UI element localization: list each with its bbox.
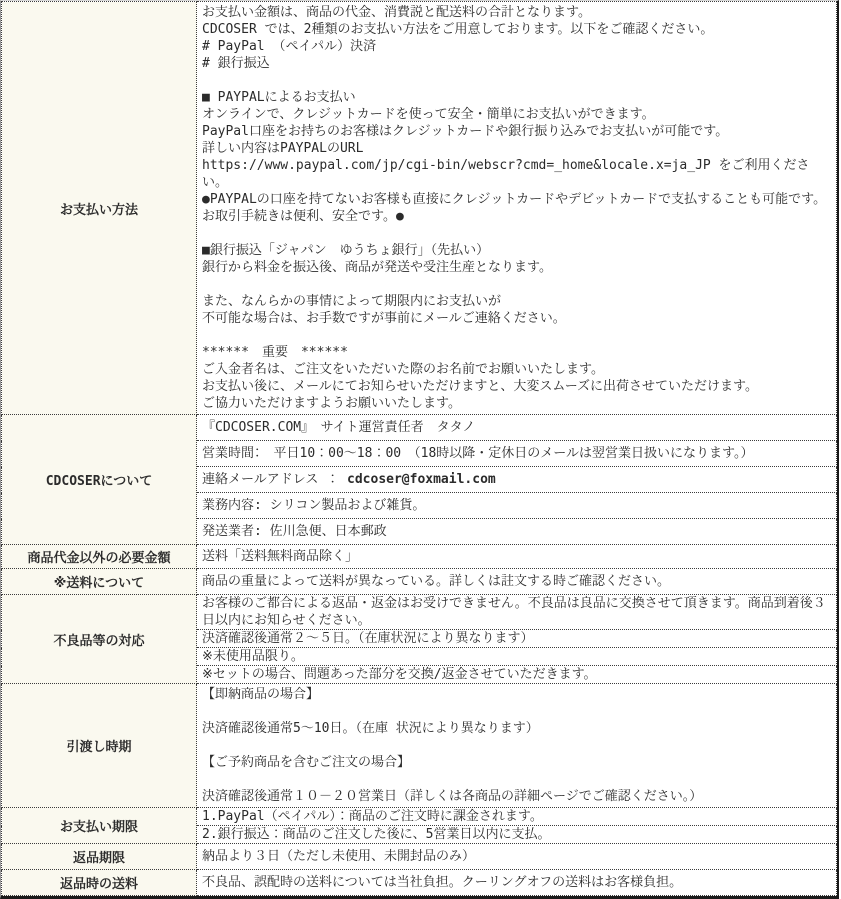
table-row <box>2 415 837 441</box>
table-row <box>2 545 837 569</box>
shipping-fee-text: 商品の重量によって送料が異なっている。詳しくは註文する時ご確認ください。 <box>202 574 671 589</box>
shipping-carriers-text: 発送業者: 佐川急便、日本郵政 <box>202 524 387 539</box>
text-line: 不可能な場合は、お手数ですが事前にメールご連絡ください。 <box>202 311 566 326</box>
text-line: 【ご予約商品を含むご注文の場合】 <box>202 755 411 770</box>
text-line <box>202 327 831 344</box>
text-line: ■ PAYPALによるお支払い <box>202 90 356 105</box>
table-row <box>2 2 837 415</box>
text-line: ご協力いただけますようお願いいたします。 <box>202 396 461 411</box>
defective-unused-note-text: ※未使用品限り。 <box>202 649 304 664</box>
row-header-delivery-time: 引渡し時期 <box>2 684 197 808</box>
contact-email-label: 連絡メールアドレス ： <box>202 472 348 487</box>
row-header-extra-fees: 商品代金以外の必要金額 <box>2 545 197 569</box>
text-line: お支払い後に、メールにてお知らせいただけますと、大変スムーズに出荷させていただけます。 <box>202 379 759 394</box>
row-header-defective-items: 不良品等の対応 <box>2 595 197 684</box>
business-hours-text: 営業時間： 平日10：00～18：00 （18時以降・定休日のメールは翌営業日扱いになります。） <box>202 446 754 461</box>
business-description-text: 業務内容: シリコン製品および雑貨。 <box>202 498 426 513</box>
table-row <box>2 808 837 826</box>
text-line: オンラインで、クレジットカードを使って安全・簡単にお支払いができます。 <box>202 107 655 122</box>
defective-policy-text: お客様のご都合による返品・返金はお受けできません。不良品は良品に交換させて頂きます。商品到着後３日以内にお知らせください。 <box>202 596 826 628</box>
text-line: ●PAYPALの口座を持てないお客様も直接にクレジットカードやデビットカードで支払することも可能です。 <box>202 192 827 207</box>
text-line: ご入金者名は、ご注文をいただいた際のお名前でお願いいたします。 <box>202 362 604 377</box>
text-line: CDCOSER では、2種類のお支払い方法をご用意しております。以下をご確認ください。 <box>202 22 714 37</box>
site-owner-text: 『CDCOSER.COM』 サイト運営責任者 タタノ <box>202 420 476 435</box>
payment-method-details <box>197 2 837 415</box>
table-row <box>2 870 837 896</box>
text-line: 決済確認後通常１０－２０営業日（詳しくは各商品の詳細ページでご確認ください。） <box>202 789 703 804</box>
about-business-description <box>197 493 837 519</box>
text-line: また、なんらかの事情によって期限内にお支払いが <box>202 294 502 309</box>
return-shipping-text: 不良品、誤配時の送料については当社負担。クーリングオフの送料はお客様負担。 <box>202 875 683 890</box>
contact-email-address: cdcoser@foxmail.com <box>347 472 496 487</box>
defective-items-unused-note <box>197 648 837 666</box>
text-line <box>202 737 831 754</box>
text-line: ****** 重要 ****** <box>202 345 348 360</box>
about-site-owner <box>197 415 837 441</box>
row-header-payment-deadline: お支払い期限 <box>2 808 197 844</box>
about-business-hours <box>197 441 837 467</box>
return-deadline-details <box>197 844 837 870</box>
text-line: # 銀行振込 <box>202 56 270 71</box>
text-line: 詳しい内容はPAYPALのURL <box>202 141 364 156</box>
row-header-return-shipping: 返品時の送料 <box>2 870 197 896</box>
text-line <box>202 72 831 89</box>
payment-deadline-paypal <box>197 808 837 826</box>
defective-items-timing <box>197 630 837 648</box>
table-row <box>2 569 837 595</box>
text-line: # PayPal （ペイパル）決済 <box>202 39 377 54</box>
defective-set-note-text: ※セットの場合、問題あった部分を交換/返金させていただきます。 <box>202 667 597 682</box>
return-shipping-details <box>197 870 837 896</box>
defective-items-set-note <box>197 666 837 684</box>
payment-deadline-bank-text: 2.銀行振込：商品のご注文した後に、5営業日以内に支払。 <box>202 827 551 842</box>
table-row <box>2 844 837 870</box>
text-line: 銀行から料金を振込後、商品が発送や受注生産となります。 <box>202 260 552 275</box>
row-header-payment-method: お支払い方法 <box>2 2 197 415</box>
delivery-time-details <box>197 684 837 808</box>
shop-info-table <box>1 1 837 896</box>
text-line <box>202 703 831 720</box>
text-line: お取引手続きは便利、安全です。● <box>202 209 404 224</box>
text-line <box>202 225 831 242</box>
text-line: ■銀行振込「ジャパン ゆうちょ銀行」（先払い） <box>202 243 490 258</box>
table-row <box>2 595 837 630</box>
shipping-fee-details <box>197 569 837 595</box>
payment-deadline-bank <box>197 826 837 844</box>
return-deadline-text: 納品より３日（ただし未使用、未開封品のみ） <box>202 849 476 864</box>
text-line <box>202 771 831 788</box>
text-line: 決済確認後通常5～10日。（在庫 状況により異なります） <box>202 721 539 736</box>
extra-fees-text: 送料「送料無料商品除く」 <box>202 549 359 564</box>
row-header-return-deadline: 返品期限 <box>2 844 197 870</box>
contact-email-line <box>202 471 831 488</box>
text-line: 【即納商品の場合】 <box>202 687 320 702</box>
defective-timing-text: 決済確認後通常２～５日。（在庫状況により異なります） <box>202 631 534 646</box>
extra-fees-details <box>197 545 837 569</box>
text-line: PayPal口座をお持ちのお客様はクレジットカードや銀行振り込みでお支払いが可能です。 <box>202 124 729 139</box>
row-header-about-cdcoser: CDCOSERについて <box>2 415 197 545</box>
table-row <box>2 684 837 808</box>
about-contact-email <box>197 467 837 493</box>
defective-items-policy <box>197 595 837 630</box>
about-shipping-carriers <box>197 519 837 545</box>
text-line: https://www.paypal.com/jp/cgi-bin/webscr?cmd=_home&locale.x=ja_JP をご利用ください。 <box>202 158 810 190</box>
text-line: お支払い金額は、商品の代金、消費説と配送料の合計となります。 <box>202 5 591 20</box>
text-line <box>202 276 831 293</box>
row-header-shipping-fee: ※送料について <box>2 569 197 595</box>
payment-deadline-paypal-text: 1.PayPal（ペイパル）：商品のご注文時に課金されます。 <box>202 809 543 824</box>
